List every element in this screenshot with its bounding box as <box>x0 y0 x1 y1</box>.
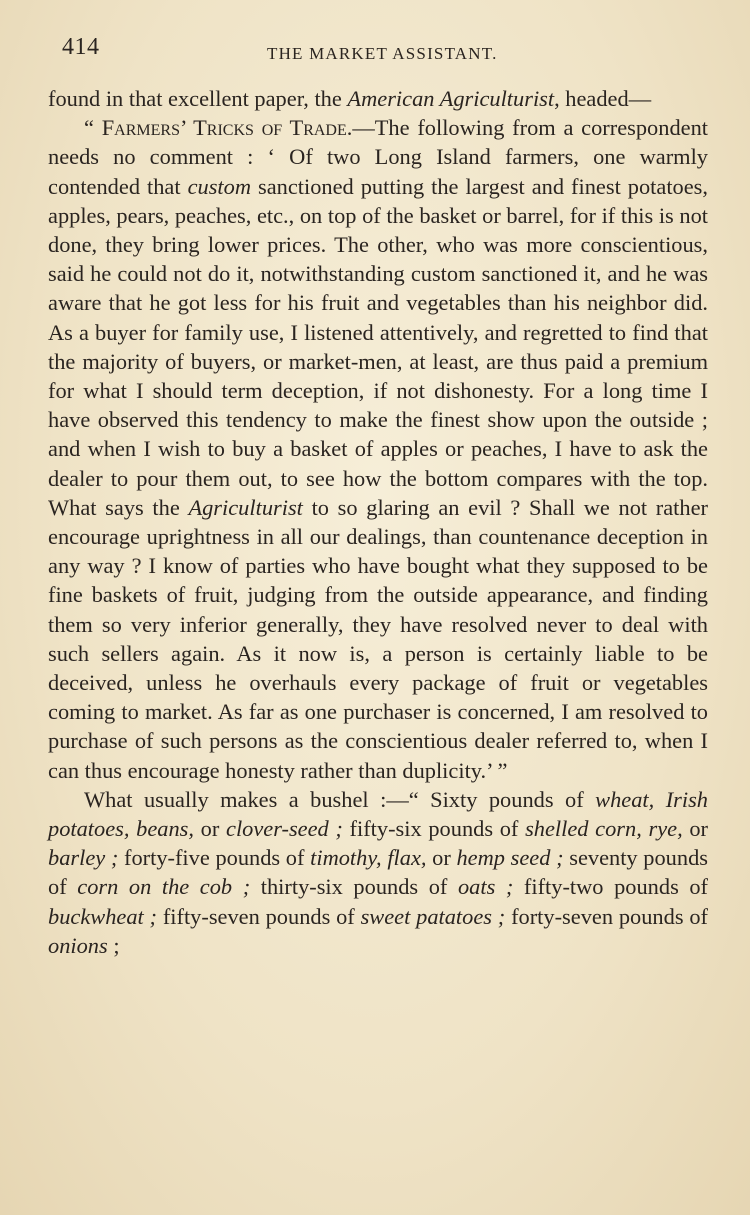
paragraph-bushel <box>48 785 708 960</box>
emphasis: shelled corn, rye, <box>525 816 683 842</box>
text-run: found in that excellent paper, the <box>48 86 348 111</box>
emphasis: hemp seed ; <box>456 845 564 871</box>
emphasis: buckwheat ; <box>48 903 158 929</box>
publication-title: American Agriculturist <box>347 86 555 111</box>
text-run: or <box>193 816 226 842</box>
text-run: seventy pounds of <box>48 845 708 900</box>
emphasis: custom <box>187 173 251 199</box>
page-header <box>62 30 710 70</box>
emphasis: oats ; <box>457 874 514 900</box>
text-run: fifty-two pounds of <box>513 874 709 900</box>
text-run: “ <box>84 115 102 141</box>
text-run: or <box>682 816 708 842</box>
running-title: THE MARKET ASSISTANT. <box>267 44 498 63</box>
emphasis: onions <box>48 932 108 958</box>
text-run: .—The following from a correspondent needs no comment : ‘ Of two Long Island farmers, one warmly contended that <box>48 115 708 199</box>
text-run: forty-five pounds of <box>118 845 311 871</box>
emphasis: clover-seed ; <box>226 816 343 842</box>
emphasis: barley ; <box>48 845 119 871</box>
body-text <box>48 84 708 960</box>
text-run: thirty-six pounds of <box>250 874 458 900</box>
text-run: to so glaring an evil ? Shall we not rather encourage uprightness in all our dealings, than countenance deception in any way ? I know of parties who have bought what they supposed to be fine baskets of fruit, judging from the outside appearance, and finding them so very inferior generally, they have resolved never to deal with such sellers again. As it now is, a person is certainly liable to be deceived, unless he overhauls every package of fruit or vegetables coming to market. As far as one purchaser is concerned, I am resolved to purchase of such persons as the conscientious dealer referred to, when I can thus encourage honesty rather than duplicity.’ ” <box>48 494 708 783</box>
page-number: 414 <box>62 34 100 60</box>
text-run: What usually makes a bushel :—“ Sixty pounds of <box>84 786 596 812</box>
paragraph-intro <box>48 84 708 113</box>
emphasis: wheat, Irish potatoes, beans, <box>48 786 708 842</box>
text-run: fifty-seven pounds of <box>157 903 361 929</box>
text-run: or <box>426 845 457 871</box>
text-run: , headed— <box>554 86 652 111</box>
text-run: ; <box>107 932 120 958</box>
text-run: sanctioned putting the largest and finest potatoes, apples, pears, peaches, etc., on top of the basket or barrel, for if this is not done, they bring lower prices. The other, who was more conscientious, said he could not do it, notwithstanding custom sanctioned it, and he was aware that he got less for his fruit and vegetables than his neighbor did. As a buyer for family use, I listened attentively, and regretted to find that the majority of buyers, or market-men, at least, are thus paid a premium for what I should term deception, if not dishonesty. For a long time I have observed this tendency to make the finest show upon the outside ; and when I wish to buy a basket of apples or peaches, I have to ask the dealer to pour them out, to see how the bottom compares with the top. What says the <box>48 173 708 520</box>
paragraph-quotation <box>48 113 708 785</box>
publication-title: Agriculturist <box>188 494 303 520</box>
emphasis: timothy, flax, <box>310 845 427 871</box>
emphasis: sweet patatoes ; <box>360 903 506 929</box>
emphasis: corn on the cob ; <box>77 874 251 900</box>
text-run: fifty-six pounds of <box>342 816 526 842</box>
text-run: forty-seven pounds of <box>505 903 708 929</box>
quoted-heading: Farmers’ Tricks of Trade <box>101 115 347 141</box>
